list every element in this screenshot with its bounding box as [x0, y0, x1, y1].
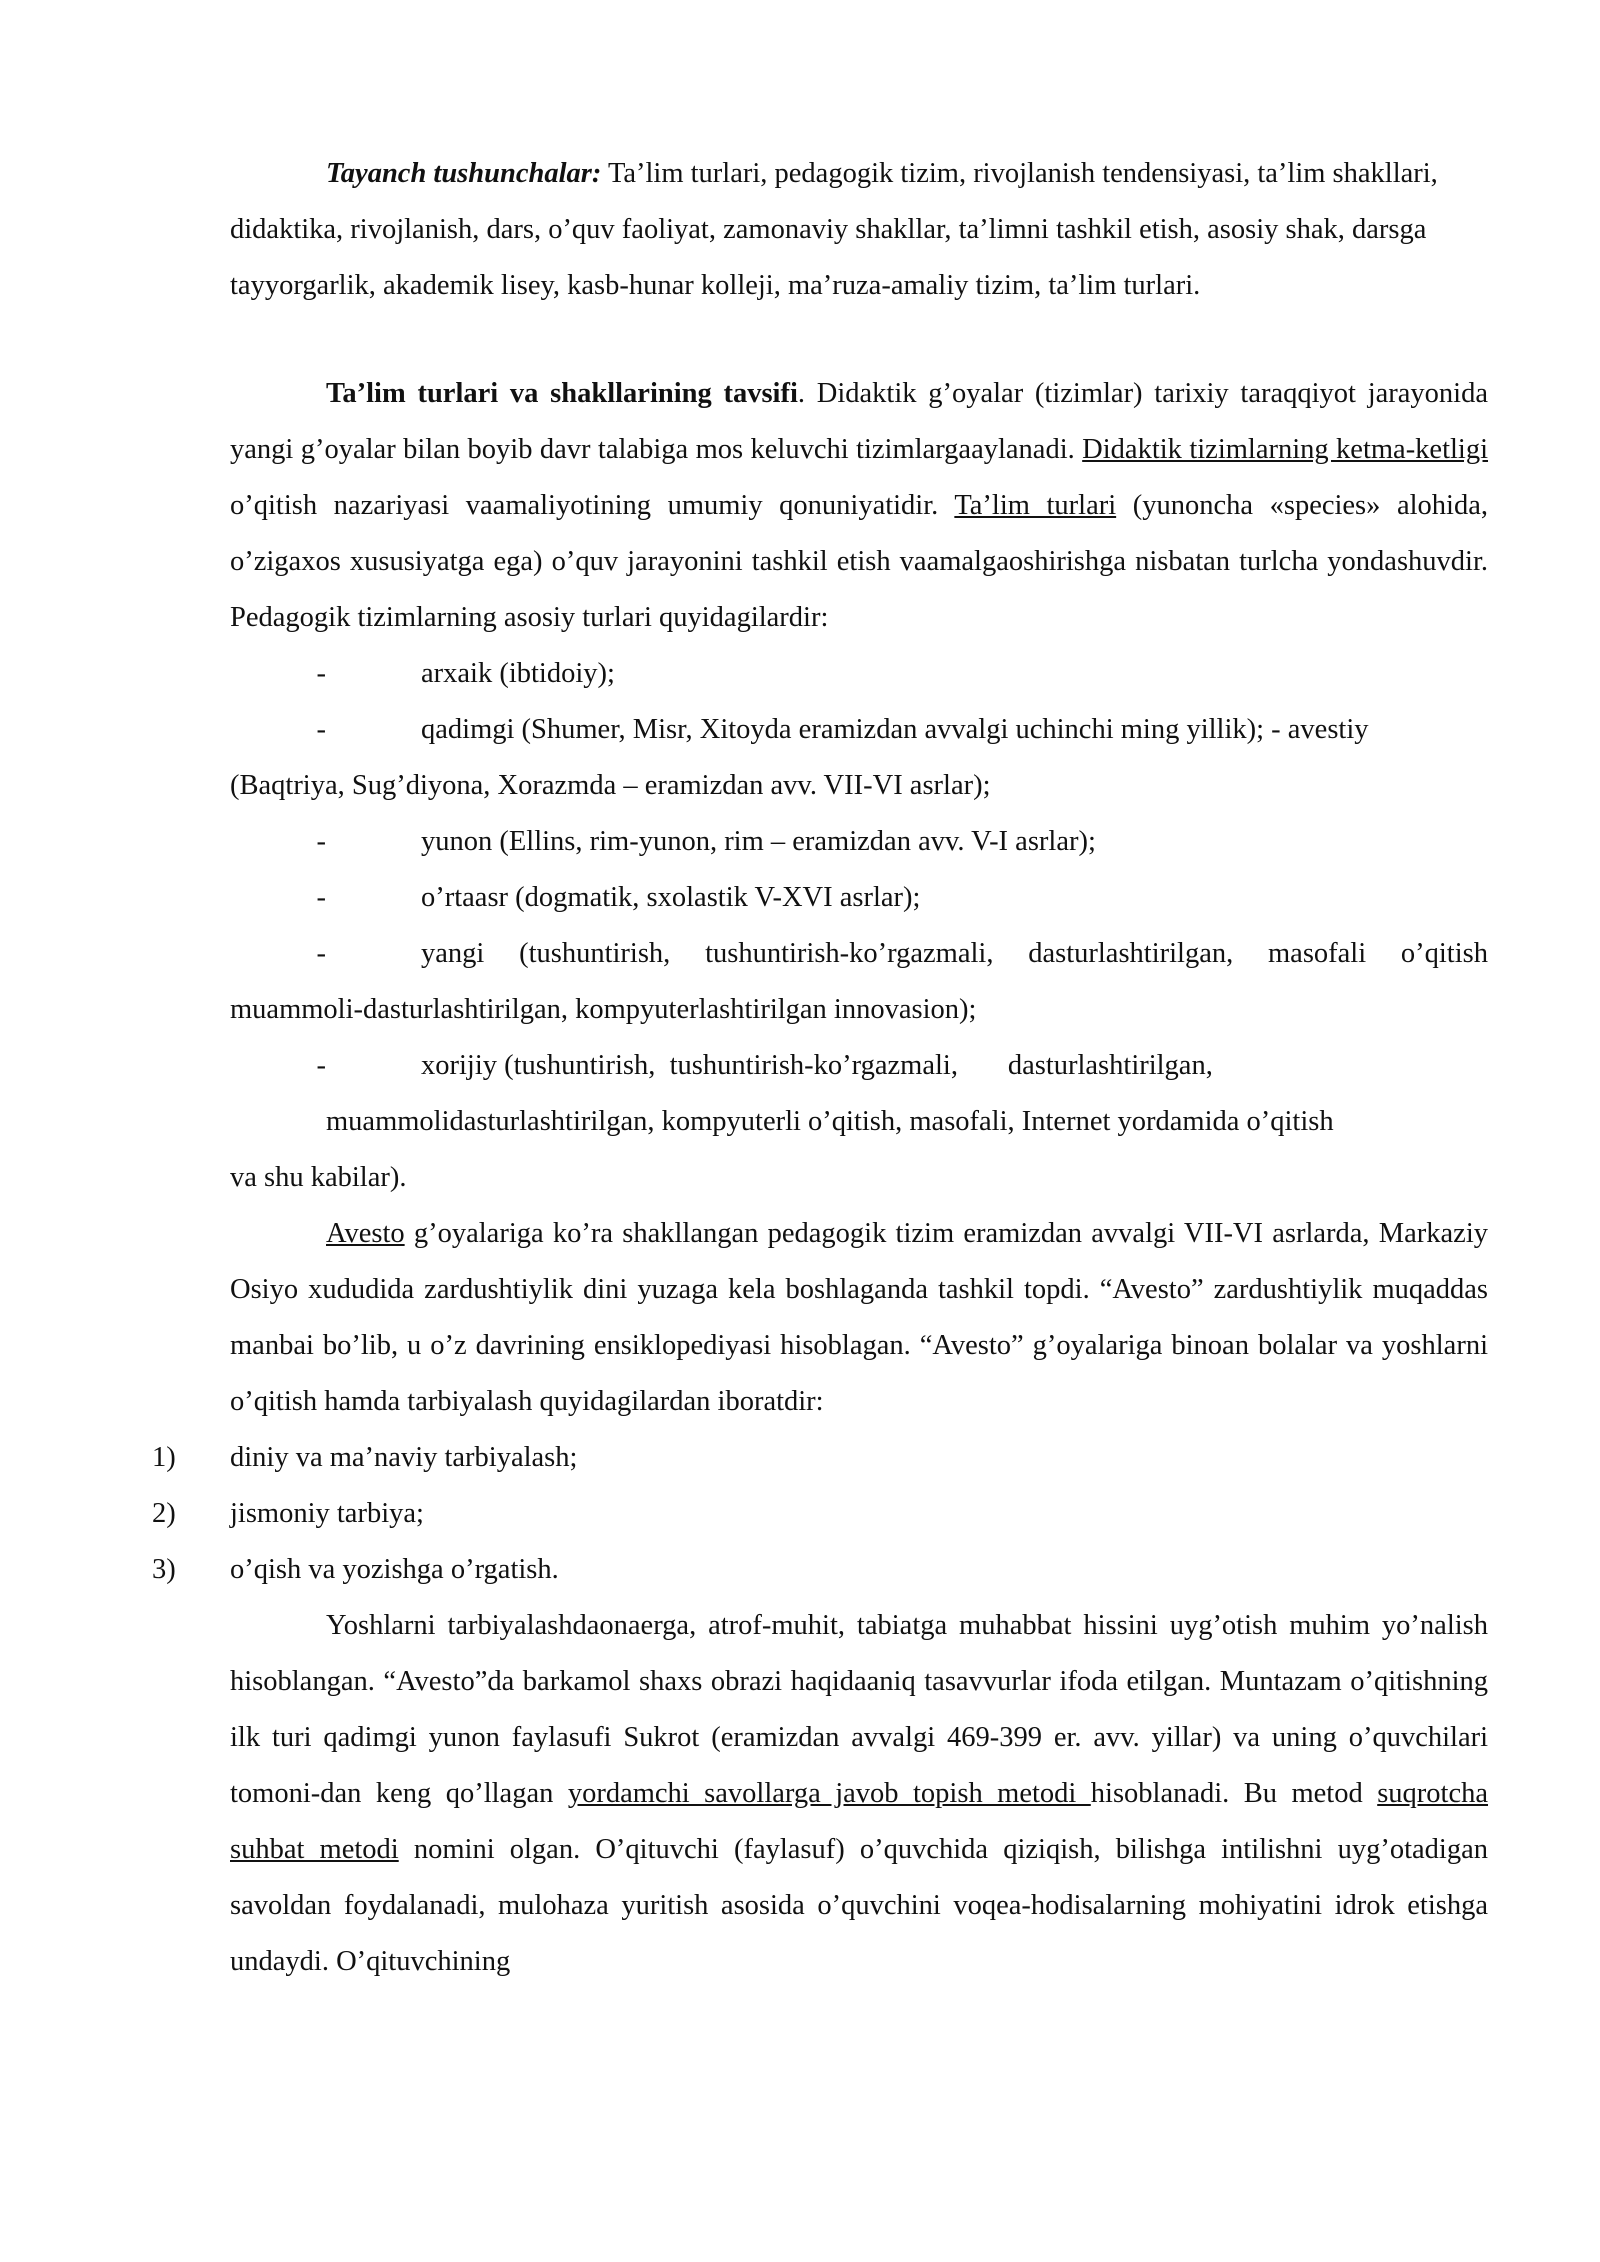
section-text-a: . Didaktik g’oyalar (tizimlar) tarixiy taraqqiyot jarayonida yangi g’oyalar bilan boyib davr talabiga mos keluvchi tizimlargaaylanadi. — [230, 378, 1488, 465]
list-item-text: qadimgi (Shumer, Misr, Xitoyda eramizdan avvalgi uchinchi ming yillik); - avestiy (Baqtriya, Sug’diyona, Xorazmda – eramizdan avv. VII-VI asrlar); — [230, 714, 1369, 801]
list-item-text: arxaik (ibtidoiy); — [421, 658, 615, 689]
section-paragraph — [230, 366, 1488, 646]
final-underline-2: suqrotcha suhbat metodi — [230, 1778, 1489, 1865]
dash-bullet: - — [316, 658, 326, 689]
numbered-item — [152, 1542, 1488, 1598]
list-item — [230, 702, 1488, 814]
final-underline-1: yordamchi savollarga javob topish metodi — [567, 1778, 1091, 1809]
list-item-continuation: muammolidasturlashtirilgan, kompyuterli o’qitish, masofali, Internet yordamida o’qitish — [326, 1106, 1334, 1137]
item-text: jismoniy tarbiya; — [230, 1498, 424, 1529]
section-underline-2: Ta’lim turlari — [954, 490, 1117, 521]
section-underline-1: Didaktik tizimlarning ketma-ketligi — [1082, 434, 1489, 465]
item-text: o’qish va yozishga o’rgatish. — [230, 1554, 559, 1585]
item-number: 2) — [152, 1498, 176, 1529]
list-item — [230, 870, 1488, 926]
list-item — [230, 814, 1488, 870]
section-heading: Ta’lim turlari va shakllarining tavsifi — [326, 378, 798, 409]
dash-bullet: - — [316, 714, 326, 745]
final-paragraph — [230, 1598, 1488, 1990]
dash-bullet: - — [316, 882, 326, 913]
dash-bullet: - — [316, 1050, 326, 1081]
list-item-text: yunon (Ellins, rim-yunon, rim – eramizdan avv. V-I asrlar); — [421, 826, 1096, 857]
section-text-b: o’qitish nazariyasi vaamaliyotining umumiy qonuniyatidir. — [230, 490, 955, 521]
intro-text: Ta’lim turlari, pedagogik tizim, rivojlanish tendensiyasi, ta’lim shakllari, didaktika, rivojlanish, dars, o’quv faoliyat, zamonaviy shakllar, ta’limni tashkil etish, asosiy shak, darsga tayyorgarlik, akademik lisey, kasb-hunar kolleji, ma’ruza-amaliy tizim, ta’lim turlari. — [230, 158, 1438, 301]
document-page — [152, 146, 1489, 1990]
list-item-text: o’rtaasr (dogmatik, sxolastik V-XVI asrlar); — [421, 882, 921, 913]
list-item — [230, 926, 1488, 1038]
numbered-item — [152, 1486, 1488, 1542]
intro-label: Tayanch tushunchalar: — [326, 158, 602, 189]
avesto-paragraph — [230, 1206, 1488, 1430]
section-text-c: (yunoncha «species» alohida, o’zigaxos xususiyatga ega) o’quv jarayonini tashkil etish vaamalgaoshirishga nisbatan turlcha yondashuvdir. Pedagogik tizimlarning asosiy turlari quyidagilardir: — [230, 490, 1488, 633]
avesto-underline: Avesto — [326, 1218, 405, 1249]
list-item-text: xorijiy (tushuntirish, tushuntirish-ko’rgazmali, dasturlashtirilgan, — [421, 1050, 1213, 1081]
item-text: diniy va ma’naviy tarbiyalash; — [230, 1442, 578, 1473]
list-item-text: yangi (tushuntirish, tushuntirish-ko’rgazmali, dasturlashtirilgan, masofali o’qitish muammoli-dasturlashtirilgan, kompyuterlashtirilgan innovasion); — [230, 938, 1488, 1025]
item-number: 1) — [152, 1442, 176, 1473]
numbered-item — [152, 1430, 1488, 1486]
final-text-b: hisoblanadi. Bu metod — [1090, 1778, 1378, 1809]
final-text-c: nomini olgan. O’qituvchi (faylasuf) o’quvchida qiziqish, bilishga intilishni uyg’otadigan savoldan foydalanadi, mulohaza yuritish asosida o’quvchini voqea-hodisalarning mohiyatini idrok etishga undaydi. O’qituvchining — [230, 1834, 1488, 1977]
spacer — [230, 314, 1488, 366]
list-item — [230, 646, 1488, 702]
dash-bullet: - — [316, 938, 326, 969]
avesto-text: g’oyalariga ko’ra shakllangan pedagogik tizim eramizdan avvalgi VII-VI asrlarda, Markaziy Osiyo xududida zardushtiylik dini yuzaga kela boshlaganda tashkil topdi. “Avesto” zardushtiylik muqaddas manbai bo’lib, u o’z davrining ensiklopediyasi hisoblagan. “Avesto” g’oyalariga binoan bolalar va yoshlarni o’qitish hamda tarbiyalash quyidagilardan iboratdir: — [230, 1218, 1488, 1417]
list-item-continuation: va shu kabilar). — [230, 1162, 407, 1193]
intro-paragraph — [230, 146, 1488, 314]
dash-bullet: - — [316, 826, 326, 857]
item-number: 3) — [152, 1554, 176, 1585]
list-item — [230, 1038, 1488, 1094]
final-text-a: Yoshlarni tarbiyalashdaonaerga, atrof-muhit, tabiatga muhabbat hissini uyg’otish muhim yo’nalish hisoblangan. “Avesto”da barkamol shaxs obrazi haqidaaniq tasavvurlar ifoda etilgan. Muntazam o’qitishning ilk turi qadimgi yunon faylasufi Sukrot (eramizdan avvalgi 469-399 er. avv. yillar) va uning o’quvchilari tomoni-dan keng qo’llagan — [230, 1610, 1488, 1809]
